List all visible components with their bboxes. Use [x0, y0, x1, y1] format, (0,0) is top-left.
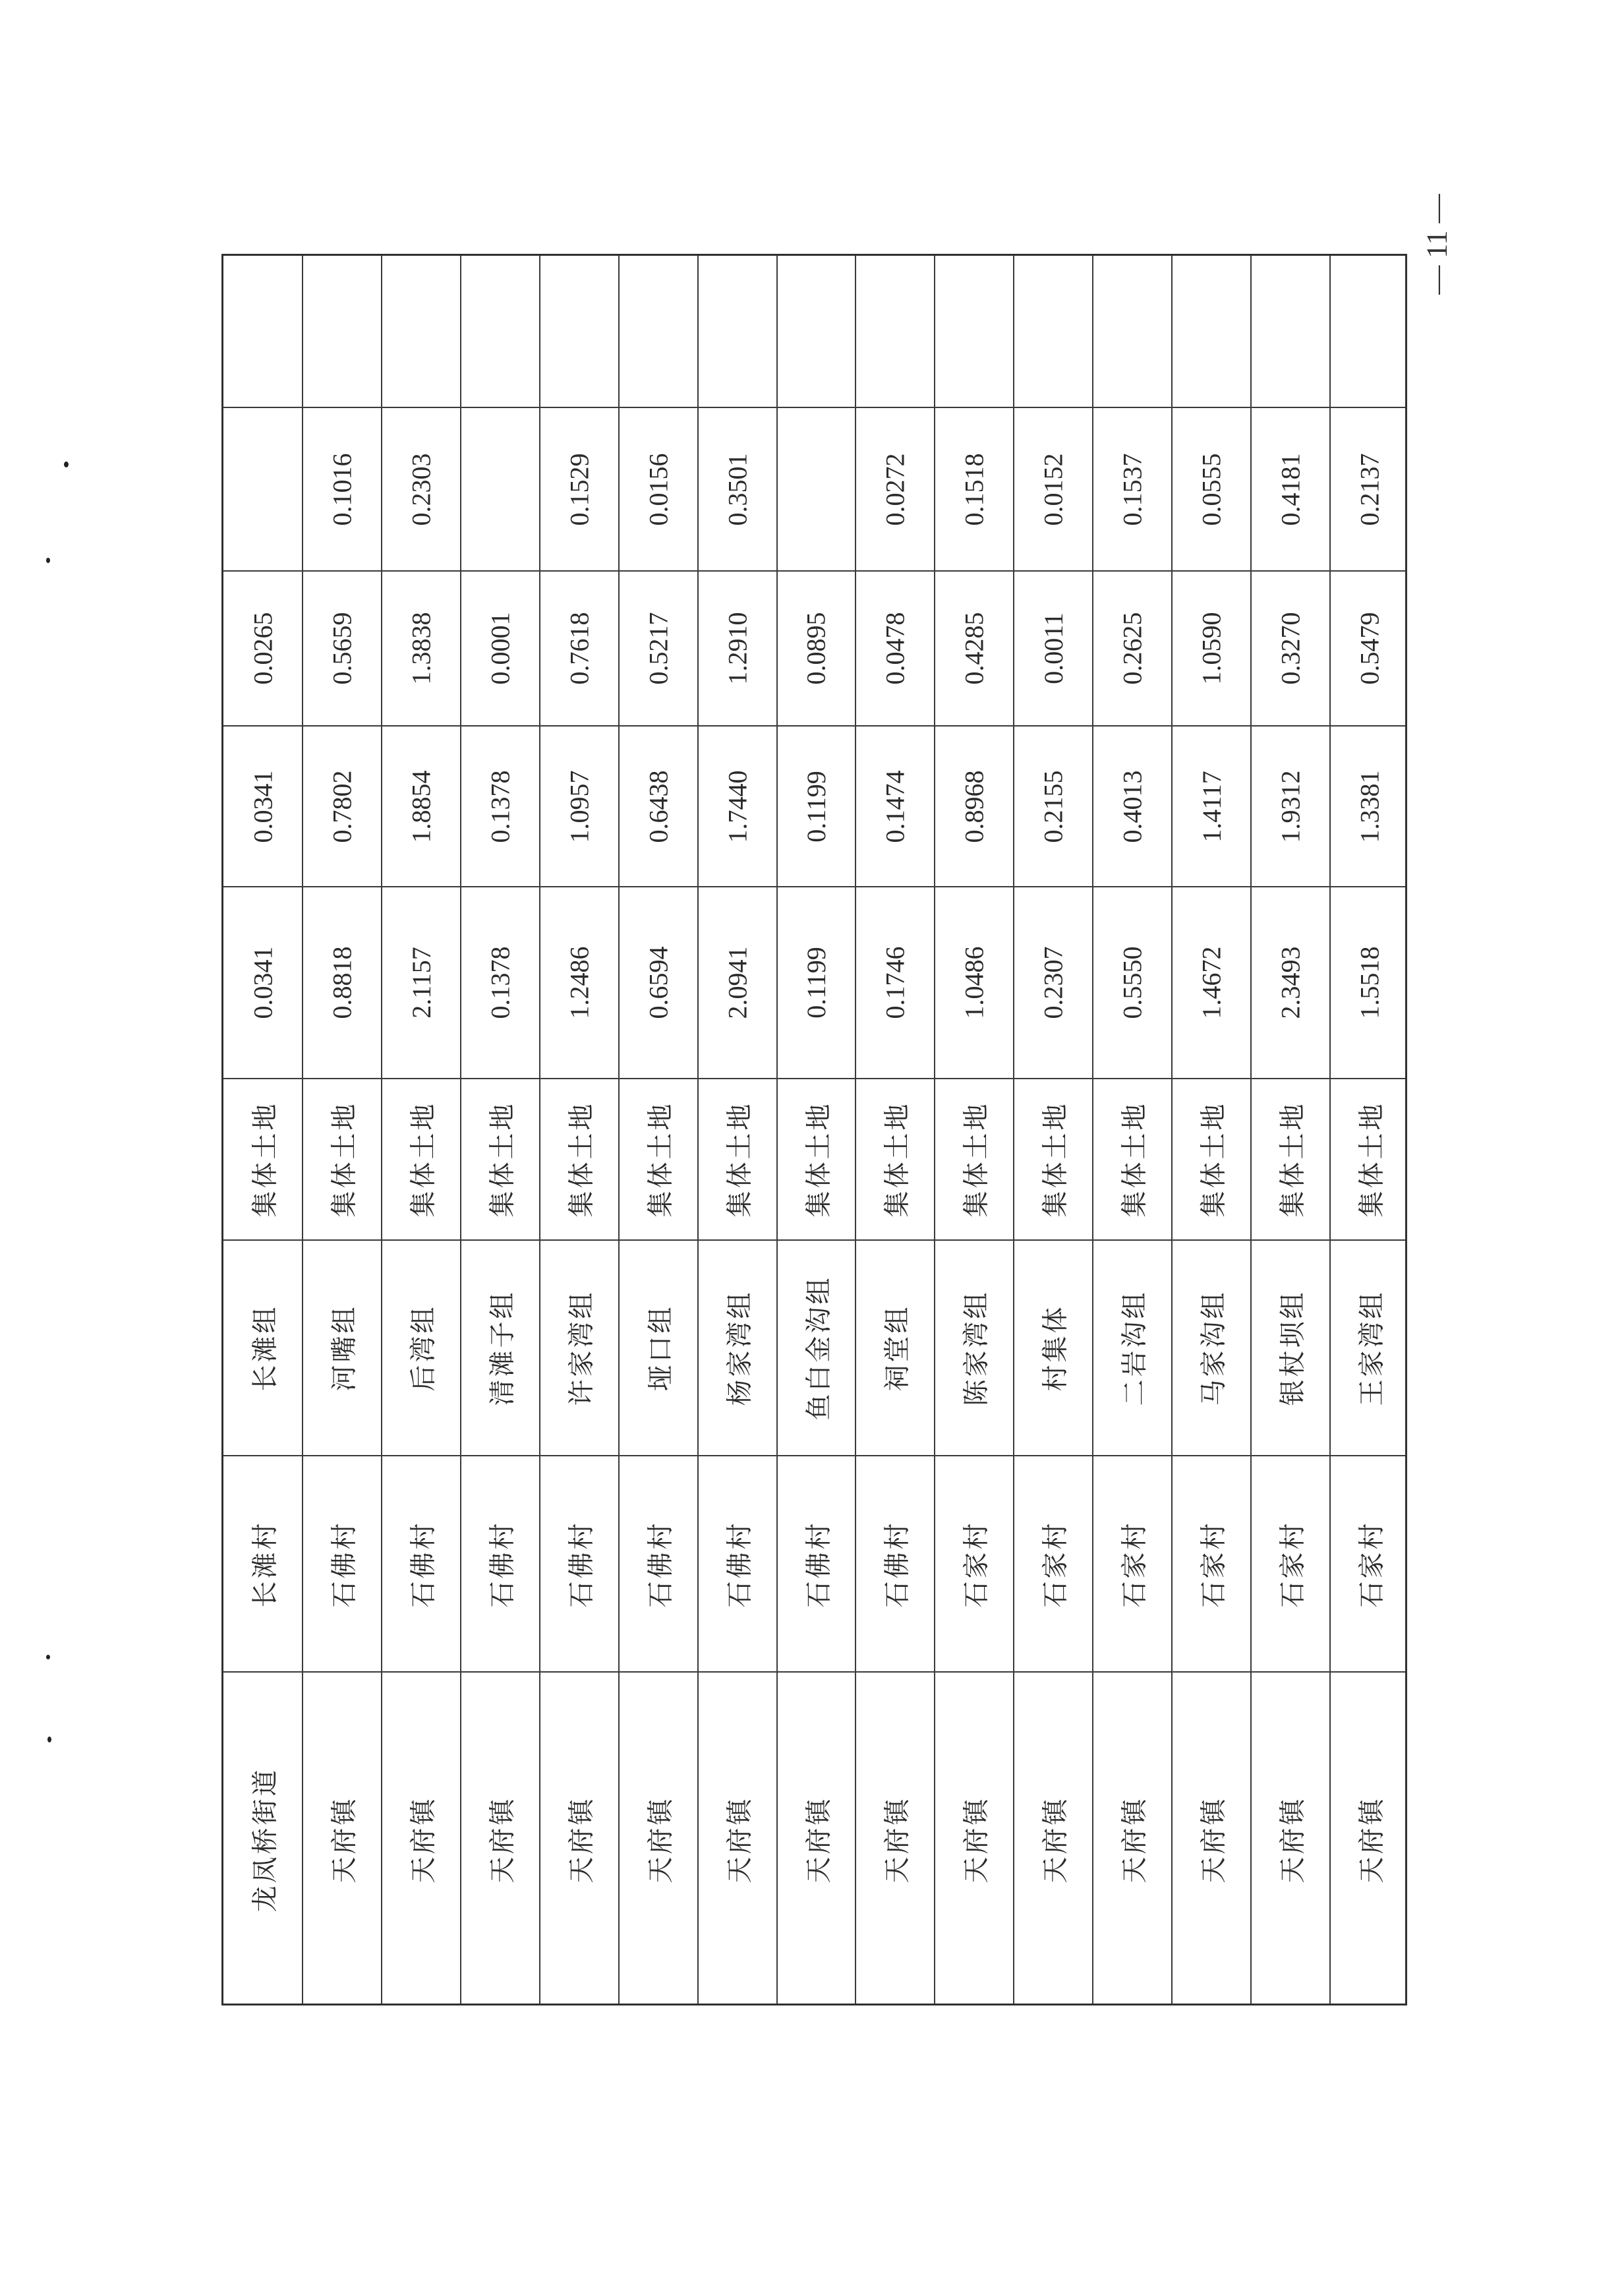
cell-text: 0.2303 — [406, 453, 436, 525]
cell-text: 0.1199 — [801, 947, 831, 1019]
cell-village — [935, 1456, 1014, 1672]
cell-v1 — [1251, 887, 1330, 1079]
cell-text: 天府镇 — [1119, 1796, 1150, 1884]
cell-v2 — [303, 726, 382, 887]
cell-text: 垭口组 — [645, 1304, 676, 1392]
cell-text: 0.1016 — [327, 453, 357, 525]
cell-text: 0.3501 — [722, 453, 753, 525]
cell-text: 2.1157 — [406, 947, 436, 1019]
cell-text: 村集体 — [1040, 1304, 1071, 1392]
cell-street — [223, 1672, 303, 2007]
cell-v1 — [856, 887, 935, 1079]
cell-land-type — [1251, 1079, 1330, 1240]
cell-text: 0.0478 — [880, 612, 910, 685]
cell-text: 马家沟组 — [1198, 1290, 1229, 1406]
cell-text: 石佛村 — [645, 1520, 676, 1607]
page-number — [1410, 178, 1463, 310]
cell-v4 — [223, 407, 303, 571]
cell-v3 — [1330, 571, 1409, 726]
cell-text: 天府镇 — [961, 1796, 992, 1884]
cell-village — [540, 1456, 619, 1672]
cell-text: 石家村 — [1119, 1520, 1150, 1607]
cell-text: 天府镇 — [724, 1796, 755, 1884]
cell-text: 0.1518 — [959, 453, 989, 525]
cell-land-type — [540, 1079, 619, 1240]
cell-text: 龙凤桥街道 — [250, 1767, 281, 1913]
cell-text: 集体土地 — [882, 1101, 913, 1218]
cell-street — [1014, 1672, 1093, 2007]
cell-text: 集体土地 — [961, 1101, 992, 1218]
cell-v1 — [303, 887, 382, 1079]
cell-street — [461, 1672, 540, 2007]
cell-text: 1.8854 — [406, 770, 436, 843]
cell-text: 集体土地 — [566, 1101, 597, 1218]
cell-street — [777, 1672, 856, 2007]
cell-text: 0.5217 — [643, 612, 674, 685]
cell-v5 — [856, 256, 935, 407]
cell-text: 0.5479 — [1354, 612, 1385, 685]
cell-v4 — [1330, 407, 1409, 571]
cell-text: 0.1199 — [801, 770, 831, 843]
cell-text: 0.8818 — [327, 946, 357, 1019]
cell-v2 — [540, 726, 619, 887]
cell-v4 — [1014, 407, 1093, 571]
cell-v2 — [1251, 726, 1330, 887]
cell-village — [303, 1456, 382, 1672]
cell-text: 清滩子组 — [487, 1290, 518, 1406]
cell-text: 集体土地 — [1277, 1101, 1308, 1218]
cell-v1 — [1093, 887, 1172, 1079]
cell-v3 — [1014, 571, 1093, 726]
cell-v5 — [1251, 256, 1330, 407]
cell-v4 — [698, 407, 777, 571]
cell-text: 集体土地 — [329, 1101, 360, 1218]
cell-text: 石家村 — [1040, 1520, 1071, 1607]
cell-v2 — [223, 726, 303, 887]
cell-village — [619, 1456, 698, 1672]
cell-text: 长滩组 — [250, 1304, 281, 1392]
cell-v5 — [1172, 256, 1251, 407]
cell-text: 许家湾组 — [566, 1290, 597, 1406]
cell-village — [223, 1456, 303, 1672]
cell-text: 1.7440 — [722, 770, 753, 843]
cell-street — [1093, 1672, 1172, 2007]
cell-text: 集体土地 — [408, 1101, 439, 1218]
cell-street — [303, 1672, 382, 2007]
cell-v2 — [1014, 726, 1093, 887]
cell-v4 — [303, 407, 382, 571]
cell-village — [856, 1456, 935, 1672]
cell-street — [1172, 1672, 1251, 2007]
cell-text: 1.5518 — [1354, 946, 1385, 1019]
cell-v3 — [382, 571, 461, 726]
cell-v3 — [698, 571, 777, 726]
cell-street — [1251, 1672, 1330, 2007]
cell-group — [777, 1240, 856, 1456]
land-table — [221, 254, 1407, 2005]
cell-text: 1.2910 — [722, 612, 753, 685]
cell-v3 — [1251, 571, 1330, 726]
cell-text: 1.4117 — [1196, 770, 1227, 843]
cell-v2 — [1330, 726, 1409, 887]
cell-v2 — [935, 726, 1014, 887]
cell-text: 0.4013 — [1117, 770, 1147, 843]
cell-text: 天府镇 — [408, 1796, 439, 1884]
cell-group — [303, 1240, 382, 1456]
cell-group — [1330, 1240, 1409, 1456]
page-number-text: — 11 — — [1420, 193, 1453, 295]
cell-v1 — [1330, 887, 1409, 1079]
cell-text: 集体土地 — [724, 1101, 755, 1218]
cell-text: 0.2155 — [1038, 770, 1068, 843]
cell-text: 0.0011 — [1038, 612, 1068, 684]
cell-v1 — [223, 887, 303, 1079]
cell-text: 0.4181 — [1275, 453, 1306, 525]
cell-land-type — [935, 1079, 1014, 1240]
cell-v1 — [1172, 887, 1251, 1079]
cell-text: 天府镇 — [487, 1796, 518, 1884]
cell-text: 天府镇 — [1356, 1796, 1387, 1884]
cell-group — [698, 1240, 777, 1456]
cell-text: 天府镇 — [1040, 1796, 1071, 1884]
cell-land-type — [1330, 1079, 1409, 1240]
cell-village — [461, 1456, 540, 1672]
cell-group — [540, 1240, 619, 1456]
cell-village — [1093, 1456, 1172, 1672]
scan-speck — [46, 558, 50, 563]
cell-v3 — [935, 571, 1014, 726]
cell-text: 天府镇 — [882, 1796, 913, 1884]
cell-text: 石家村 — [1356, 1520, 1387, 1607]
cell-text: 0.0265 — [248, 612, 278, 685]
cell-village — [698, 1456, 777, 1672]
cell-text: 陈家湾组 — [961, 1290, 992, 1406]
cell-land-type — [1014, 1079, 1093, 1240]
cell-text: 0.0341 — [248, 770, 278, 843]
cell-v4 — [777, 407, 856, 571]
cell-group — [1172, 1240, 1251, 1456]
cell-text: 0.0001 — [485, 612, 515, 685]
cell-text: 石佛村 — [803, 1520, 834, 1607]
cell-land-type — [1093, 1079, 1172, 1240]
cell-v5 — [619, 256, 698, 407]
cell-v4 — [619, 407, 698, 571]
cell-land-type — [1172, 1079, 1251, 1240]
cell-v5 — [223, 256, 303, 407]
cell-text: 2.0941 — [722, 946, 753, 1019]
cell-text: 1.0957 — [564, 770, 594, 843]
cell-v3 — [540, 571, 619, 726]
cell-text: 石家村 — [961, 1520, 992, 1607]
cell-v2 — [1172, 726, 1251, 887]
cell-village — [1330, 1456, 1409, 1672]
cell-text: 集体土地 — [1356, 1101, 1387, 1218]
cell-text: 天府镇 — [329, 1796, 360, 1884]
cell-land-type — [382, 1079, 461, 1240]
cell-v5 — [461, 256, 540, 407]
cell-street — [698, 1672, 777, 2007]
cell-text: 0.2137 — [1354, 453, 1385, 525]
cell-text: 1.0486 — [959, 946, 989, 1019]
cell-text: 2.3493 — [1275, 946, 1306, 1019]
cell-v4 — [1172, 407, 1251, 571]
cell-text: 石佛村 — [487, 1520, 518, 1607]
cell-group — [856, 1240, 935, 1456]
cell-village — [1172, 1456, 1251, 1672]
cell-text: 0.4285 — [959, 612, 989, 685]
cell-v1 — [619, 887, 698, 1079]
cell-text: 1.3838 — [406, 612, 436, 685]
cell-text: 天府镇 — [645, 1796, 676, 1884]
cell-land-type — [303, 1079, 382, 1240]
cell-text: 0.1529 — [564, 453, 594, 525]
cell-text: 石佛村 — [724, 1520, 755, 1607]
cell-text: 0.6594 — [643, 946, 674, 1019]
cell-text: 集体土地 — [250, 1101, 281, 1218]
cell-text: 集体土地 — [803, 1101, 834, 1218]
cell-text: 1.4672 — [1196, 946, 1227, 1019]
cell-text: 集体土地 — [487, 1101, 518, 1218]
cell-text: 0.1746 — [880, 946, 910, 1019]
cell-v3 — [777, 571, 856, 726]
cell-v5 — [1014, 256, 1093, 407]
cell-text: 0.1537 — [1117, 453, 1147, 525]
cell-land-type — [461, 1079, 540, 1240]
cell-text: 0.1378 — [485, 770, 515, 843]
cell-text: 1.2486 — [564, 946, 594, 1019]
cell-v4 — [461, 407, 540, 571]
cell-text: 天府镇 — [1277, 1796, 1308, 1884]
cell-group — [461, 1240, 540, 1456]
cell-text: 集体土地 — [645, 1101, 676, 1218]
cell-village — [777, 1456, 856, 1672]
cell-text: 天府镇 — [1198, 1796, 1229, 1884]
cell-v3 — [619, 571, 698, 726]
cell-land-type — [777, 1079, 856, 1240]
cell-land-type — [619, 1079, 698, 1240]
cell-text: 1.0590 — [1196, 612, 1227, 685]
cell-text: 1.9312 — [1275, 770, 1306, 843]
cell-group — [223, 1240, 303, 1456]
cell-v4 — [856, 407, 935, 571]
cell-v1 — [382, 887, 461, 1079]
cell-text: 0.0152 — [1038, 453, 1068, 525]
cell-street — [935, 1672, 1014, 2007]
cell-text: 0.0555 — [1196, 453, 1227, 525]
cell-street — [382, 1672, 461, 2007]
cell-text: 0.1474 — [880, 770, 910, 843]
scan-speck — [64, 461, 69, 467]
cell-group — [1093, 1240, 1172, 1456]
cell-text: 0.7618 — [564, 612, 594, 685]
cell-text: 石家村 — [1198, 1520, 1229, 1607]
cell-text: 杨家湾组 — [724, 1290, 755, 1406]
cell-text: 0.5659 — [327, 612, 357, 685]
cell-v3 — [1093, 571, 1172, 726]
cell-text: 0.0156 — [643, 453, 674, 525]
cell-v1 — [777, 887, 856, 1079]
cell-text: 天府镇 — [803, 1796, 834, 1884]
cell-land-type — [698, 1079, 777, 1240]
cell-v4 — [382, 407, 461, 571]
scan-speck — [47, 1737, 51, 1742]
cell-street — [619, 1672, 698, 2007]
cell-village — [382, 1456, 461, 1672]
cell-group — [1014, 1240, 1093, 1456]
cell-text: 石佛村 — [566, 1520, 597, 1607]
cell-text: 集体土地 — [1119, 1101, 1150, 1218]
cell-text: 集体土地 — [1198, 1101, 1229, 1218]
cell-v2 — [777, 726, 856, 887]
cell-text: 河嘴组 — [329, 1304, 360, 1392]
cell-v1 — [461, 887, 540, 1079]
cell-text: 0.6438 — [643, 770, 674, 843]
scan-speck — [46, 1655, 50, 1659]
cell-v4 — [935, 407, 1014, 571]
cell-text: 0.0895 — [801, 612, 831, 685]
cell-v2 — [382, 726, 461, 887]
cell-text: 天府镇 — [566, 1796, 597, 1884]
cell-v4 — [1093, 407, 1172, 571]
cell-v5 — [1093, 256, 1172, 407]
cell-v5 — [303, 256, 382, 407]
cell-v3 — [303, 571, 382, 726]
cell-v1 — [698, 887, 777, 1079]
cell-v5 — [698, 256, 777, 407]
cell-v5 — [777, 256, 856, 407]
cell-land-type — [223, 1079, 303, 1240]
cell-text: 祠堂组 — [882, 1304, 913, 1392]
cell-text: 长滩村 — [250, 1520, 281, 1607]
cell-text: 0.5550 — [1117, 946, 1147, 1019]
cell-text: 0.2307 — [1038, 946, 1068, 1019]
cell-text: 石佛村 — [329, 1520, 360, 1607]
cell-text: 0.1378 — [485, 946, 515, 1019]
cell-v3 — [223, 571, 303, 726]
cell-v3 — [461, 571, 540, 726]
cell-text: 0.8968 — [959, 770, 989, 843]
cell-village — [1014, 1456, 1093, 1672]
cell-text: 0.3270 — [1275, 612, 1306, 685]
cell-v3 — [1172, 571, 1251, 726]
cell-group — [619, 1240, 698, 1456]
cell-v1 — [1014, 887, 1093, 1079]
cell-v2 — [698, 726, 777, 887]
cell-village — [1251, 1456, 1330, 1672]
cell-v5 — [935, 256, 1014, 407]
cell-v4 — [1251, 407, 1330, 571]
cell-v2 — [461, 726, 540, 887]
cell-text: 1.3381 — [1354, 770, 1385, 843]
cell-v3 — [856, 571, 935, 726]
cell-v1 — [935, 887, 1014, 1079]
cell-v2 — [856, 726, 935, 887]
cell-street — [1330, 1672, 1409, 2007]
cell-text: 0.0341 — [248, 946, 278, 1019]
cell-group — [382, 1240, 461, 1456]
cell-v5 — [540, 256, 619, 407]
cell-v5 — [382, 256, 461, 407]
cell-land-type — [856, 1079, 935, 1240]
cell-v5 — [1330, 256, 1409, 407]
cell-text: 石佛村 — [408, 1520, 439, 1607]
cell-text: 0.0272 — [880, 453, 910, 525]
cell-text: 石佛村 — [882, 1520, 913, 1607]
cell-text: 后湾组 — [408, 1304, 439, 1392]
cell-text: 0.2625 — [1117, 612, 1147, 685]
cell-v1 — [540, 887, 619, 1079]
cell-text: 二岩沟组 — [1119, 1290, 1150, 1406]
cell-text: 银杖坝组 — [1277, 1290, 1308, 1406]
cell-text: 集体土地 — [1040, 1101, 1071, 1218]
cell-text: 鱼白金沟组 — [803, 1275, 834, 1421]
cell-group — [935, 1240, 1014, 1456]
cell-text: 0.7802 — [327, 770, 357, 843]
cell-text: 石家村 — [1277, 1520, 1308, 1607]
cell-group — [1251, 1240, 1330, 1456]
cell-v2 — [619, 726, 698, 887]
cell-street — [856, 1672, 935, 2007]
cell-street — [540, 1672, 619, 2007]
cell-v2 — [1093, 726, 1172, 887]
cell-text: 王家湾组 — [1356, 1290, 1387, 1406]
cell-v4 — [540, 407, 619, 571]
